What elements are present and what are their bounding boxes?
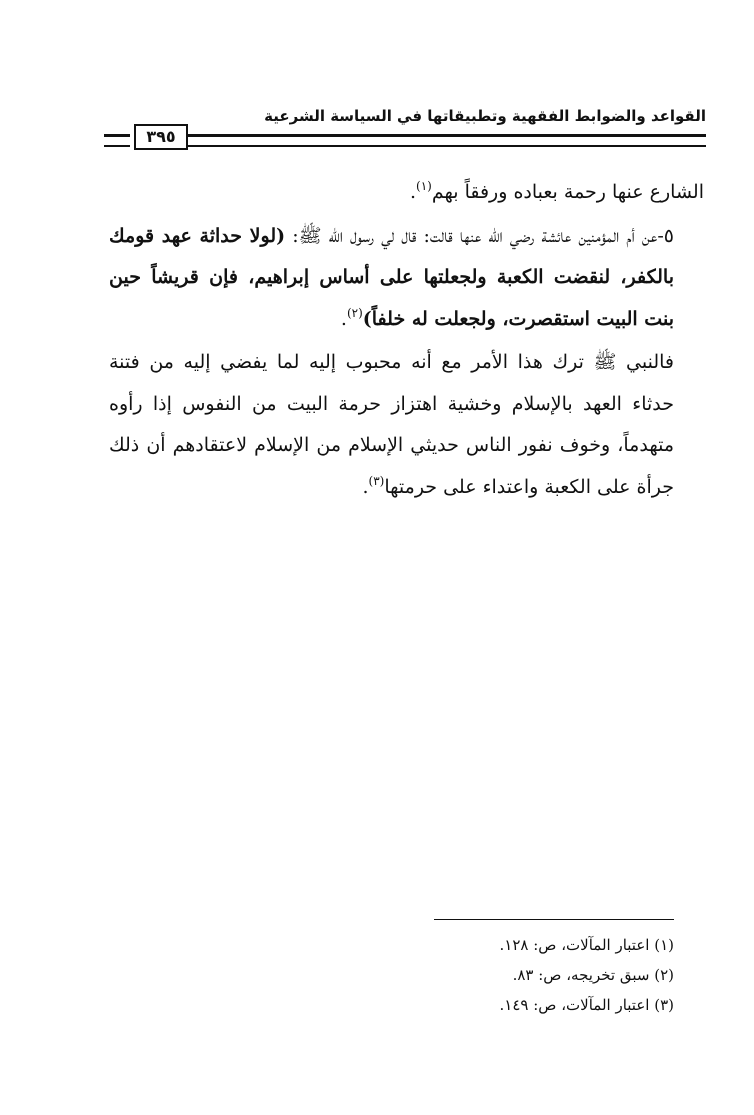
main-text: [109, 172, 704, 508]
line1-end: .: [409, 181, 417, 203]
hadith-intro: ٥-عن أم المؤمنين عائشة رضي الله عنها قالت: قال لي رسول الله ﷺ:: [285, 224, 675, 247]
footnote-ref-3: (٣): [368, 473, 385, 488]
continuation-line: [109, 172, 704, 214]
footnote-1: (١) اعتبار المآلات، ص: ١٢٨.: [499, 936, 674, 954]
footnote-3: (٣) اعتبار المآلات، ص: ١٤٩.: [499, 996, 674, 1014]
header-double-rule: [166, 134, 706, 147]
footnote-ref-2: (٢): [346, 305, 363, 320]
hadith-end: .: [340, 307, 347, 330]
hadith-paragraph: [109, 216, 704, 341]
header-left-rule: [104, 134, 130, 147]
line1-text: الشارع عنها رحمة بعباده ورفقاً بهم: [431, 181, 704, 203]
footnote-ref-1: (١): [416, 179, 432, 193]
page-number: ٣٩٥: [134, 124, 188, 150]
footnote-2: (٢) سبق تخريجه، ص: ٨٣.: [512, 966, 674, 984]
footnote-separator: [434, 919, 674, 920]
commentary-paragraph: [109, 342, 704, 508]
hadith-quote: (لولا حداثة عهد قومك بالكفر، لنقضت الكعبة ولجعلتها على أساس إبراهيم، فإن قريشاً حين بنت البيت استقصرت، ولجعلت له خلفاً): [109, 224, 674, 330]
running-header-title: القواعد والضوابط الفقهية وتطبيقاتها في السياسة الشرعية: [264, 107, 706, 125]
commentary-text: فالنبي ﷺ ترك هذا الأمر مع أنه محبوب إليه لما يفضي إليه من فتنة حدثاء العهد بالإسلام وخشية اهتزاز حرمة البيت من النفوس إذا رأوه متهدماً، وخوف نفور الناس حديثي الإسلام من الإسلام لاعتقادهم أن ذلك جرأة على الكعبة واعتداء على حرمتها: [109, 351, 674, 498]
footnotes: [274, 930, 674, 1020]
commentary-end: .: [362, 475, 369, 498]
